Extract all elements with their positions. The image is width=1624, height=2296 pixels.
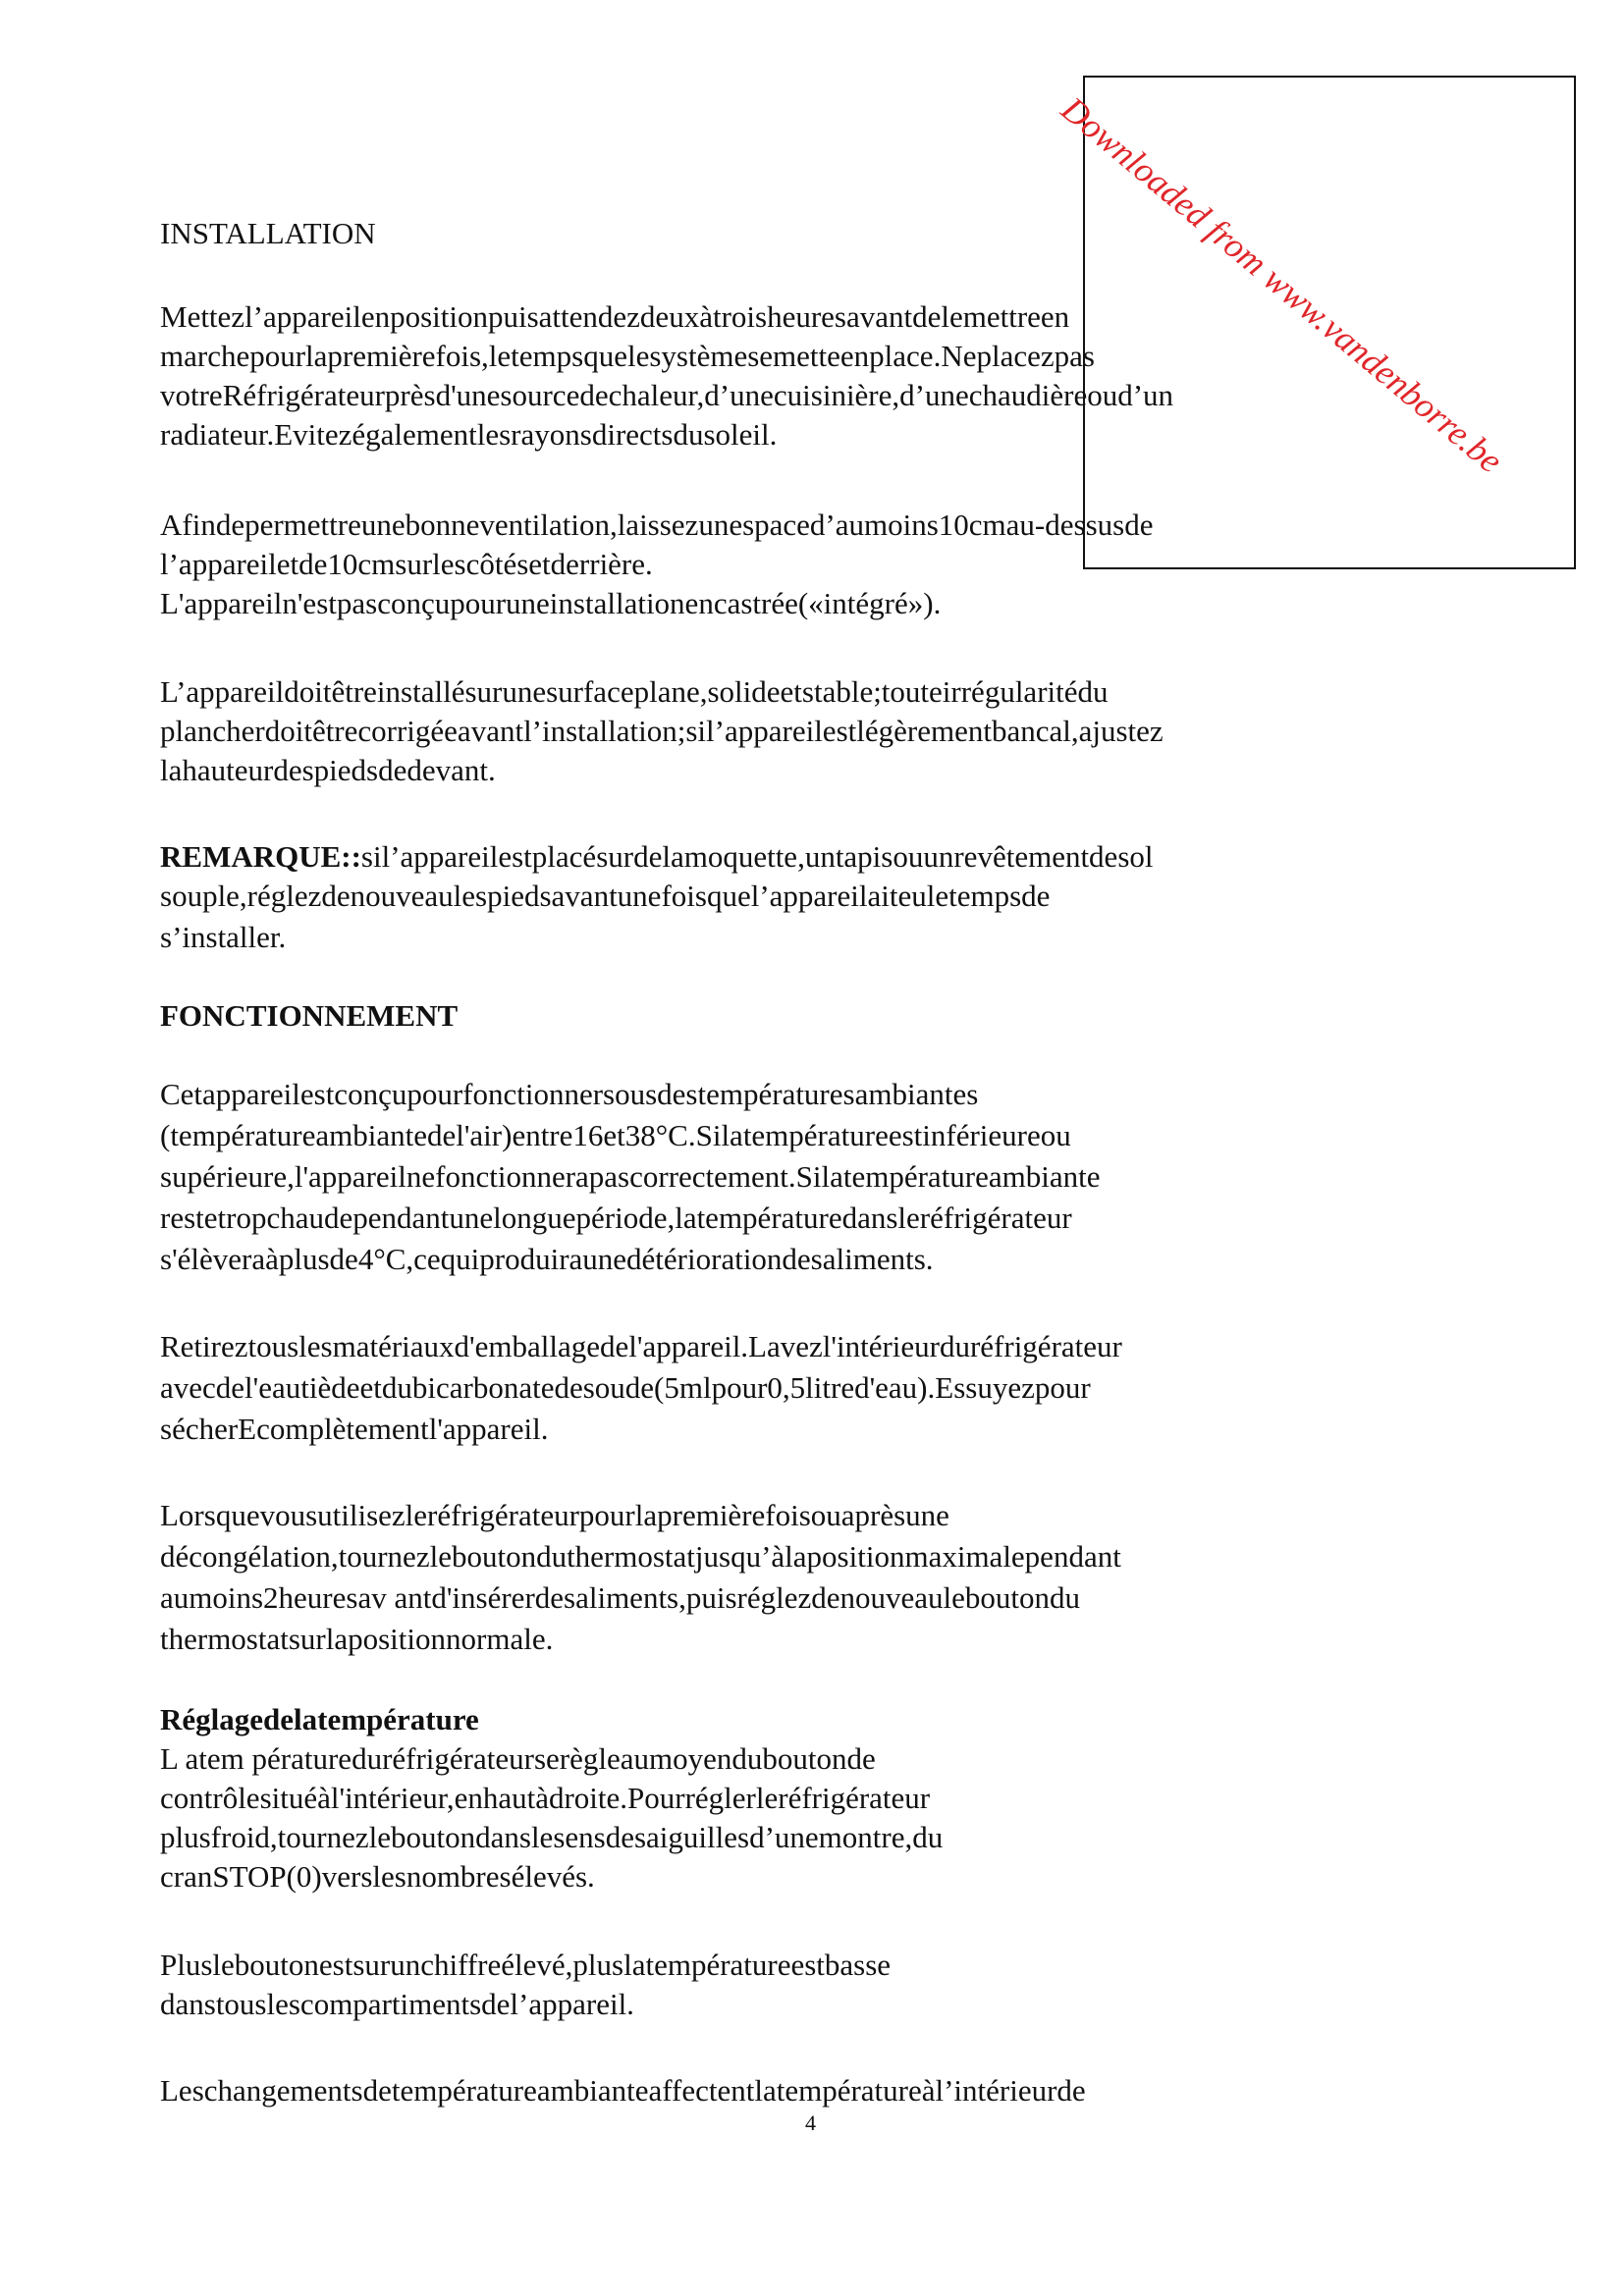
p7-line-4: thermostatsurlapositionnormale. xyxy=(160,1622,554,1656)
p4-line-2: souple,réglezdenouveaulespiedsavantunefoisquel’appareilaiteuletempsde xyxy=(160,879,1051,913)
p8-line-4: cranSTOP(0)verslesnombresélevés. xyxy=(160,1859,595,1894)
p4-line-1: sil’appareilestplacésurdelamoquette,untapisouunrevêtementdesol xyxy=(360,839,1154,874)
p3-line-1: L’appareildoitêtreinstallésurunesurfaceplane,solideetstable;touteirrégularitédu xyxy=(160,674,1109,709)
p3-line-3: lahauteurdespiedsdedevant. xyxy=(160,753,496,787)
p2-line-1: Afindepermettreunebonneventilation,laissezunespaced’aumoins10cmau-dessusde xyxy=(160,507,1154,542)
remarque-line-1 xyxy=(160,837,1154,877)
p7-line-3: aumoins2heuresav antd'insérerdesaliments,puisréglezdenouveauleboutondu xyxy=(160,1580,1081,1615)
p7-line-1: Lorsquevousutilisezleréfrigérateurpourlapremièrefoisouaprèsune xyxy=(160,1498,949,1532)
p8-line-1: L atem pératureduréfrigérateurserègleaumoyenduboutonde xyxy=(160,1741,876,1776)
p6-line-3: sécherEcomplètementl'appareil. xyxy=(160,1412,549,1446)
p1-line-1: Mettezl’appareilenpositionpuisattendezdeuxàtroisheuresavantdelemettreen xyxy=(160,299,1070,334)
p10-line-1: Leschangementsdetempératureambianteaffectentlatempératureàl’intérieurde xyxy=(160,2073,1086,2108)
remarque-label: REMARQUE:: xyxy=(160,839,361,874)
p2-line-2: l’appareiletde10cmsurlescôtésetderrière. xyxy=(160,547,653,581)
p5-line-4: restetropchaudependantunelonguepériode,latempératuredansleréfrigérateur xyxy=(160,1201,1072,1235)
p1-line-4: radiateur.Evitezégalementlesrayonsdirectsdusoleil. xyxy=(160,417,778,452)
p8-line-3: plusfroid,tournezleboutondanslesensdesaiguillesd’unemontre,du xyxy=(160,1820,944,1854)
watermark-text: Downloaded from www.vandenborre.be xyxy=(1054,88,1511,481)
p9-line-1: Plusleboutonestsurunchiffreélevé,pluslatempératureestbasse xyxy=(160,1948,892,1982)
installation-heading: INSTALLATION xyxy=(160,216,376,250)
p1-line-3: votreRéfrigérateurprèsd'unesourcedechaleur,d’unecuisinière,d’unechaudièreoud’un xyxy=(160,378,1174,412)
p5-line-3: supérieure,l'appareilnefonctionnerapascorrectement.Silatempératureambiante xyxy=(160,1159,1101,1194)
p5-line-5: s'élèveraàplusde4°C,cequiproduiraunedétériorationdesaliments. xyxy=(160,1242,934,1276)
p5-line-2: (températureambiantedel'air)entre16et38°C.Silatempératureestinférieureou xyxy=(160,1118,1071,1152)
p7-line-2: décongélation,tournezleboutonduthermostatjusqu’àlapositionmaximalependant xyxy=(160,1539,1121,1574)
p6-line-1: Retireztouslesmatériauxd'emballagedel'appareil.Lavezl'intérieurduréfrigérateur xyxy=(160,1329,1122,1363)
p3-line-2: plancherdoitêtrecorrigéeavantl’installation;sil’appareilestlégèrementbancal,ajustez xyxy=(160,714,1164,748)
p9-line-2: danstouslescompartimentsdel’appareil. xyxy=(160,1987,634,2021)
fonctionnement-heading: FONCTIONNEMENT xyxy=(160,998,459,1033)
p5-line-1: Cetappareilestconçupourfonctionnersousdestempératuresambiantes xyxy=(160,1077,979,1111)
reglage-heading: Réglagedelatempérature xyxy=(160,1702,479,1736)
p2-line-3: L'appareiln'estpasconçupouruneinstallationencastrée(«intégré»). xyxy=(160,586,942,620)
p8-line-2: contrôlesituéàl'intérieur,enhautàdroite.Pourréglerleréfrigérateur xyxy=(160,1781,931,1815)
p1-line-2: marchepourlapremièrefois,letempsquelesystèmesemetteenplace.Neplacezpas xyxy=(160,339,1095,373)
p6-line-2: avecdel'eautièdeetdubicarbonatedesoude(5mlpour0,5litred'eau).Essuyezpour xyxy=(160,1370,1091,1405)
page-number: 4 xyxy=(805,2110,816,2135)
p4-line-3: s’installer. xyxy=(160,920,287,954)
